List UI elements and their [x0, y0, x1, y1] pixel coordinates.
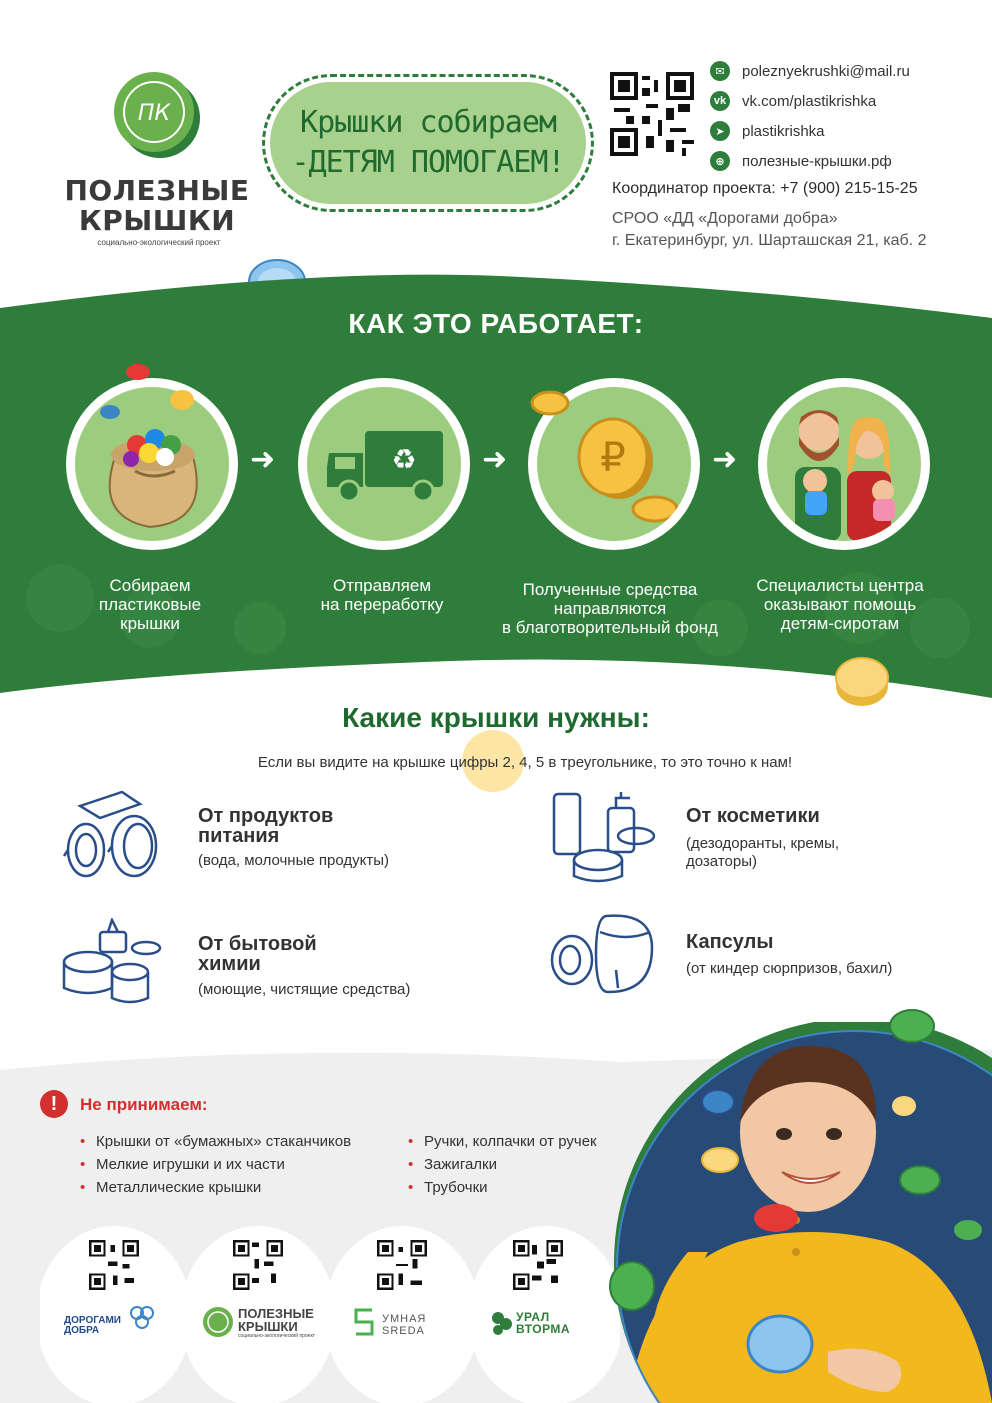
contact-email-text: poleznyekrushki@mail.ru — [742, 62, 910, 80]
category-food-desc: (вода, молочные продукты) — [198, 852, 389, 869]
partner-2-sub: социально-экологический проект — [238, 1333, 315, 1339]
cosmetics-caps-icon — [546, 788, 658, 886]
step-recycle-label: Отправляем на переработку — [320, 576, 444, 614]
warning-icon: ! — [40, 1090, 68, 1118]
category-capsules-title: Капсулы — [686, 931, 774, 953]
coordinator-phone: Координатор проекта: +7 (900) 215-15-25 — [612, 180, 918, 197]
recycling-truck-icon — [307, 387, 461, 541]
leaf-logo-icon — [490, 1310, 514, 1336]
contact-website[interactable] — [710, 146, 910, 176]
slogan-line1: Крышки собираем — [300, 105, 556, 140]
step-help — [758, 378, 930, 550]
coin-symbol: ₽ — [600, 435, 626, 481]
not-accepted-item: • Крышки от «бумажных» стаканчиков — [80, 1130, 351, 1153]
partner-2-line1: ПОЛЕЗНЫЕ — [238, 1306, 314, 1321]
web-icon: ⊕ — [710, 151, 730, 171]
partner-qr-code-2[interactable] — [233, 1240, 283, 1290]
household-caps-icon — [60, 918, 164, 1018]
partner-1-line1: ДОРОГАМИ — [64, 1315, 121, 1326]
svg-text:♻: ♻ — [391, 443, 417, 476]
step-help-label: Специалисты центра оказывают помощь детям-сиротам — [756, 576, 924, 633]
not-accepted-item: • Ручки, колпачки от ручек — [408, 1130, 597, 1153]
not-accepted-title: Не принимаем: — [80, 1095, 208, 1114]
logo-title — [64, 176, 250, 236]
hearts-logo-icon — [128, 1304, 156, 1330]
which-caps-subtitle: Если вы видите на крышке цифры 2, 4, 5 в треугольнике, то это точно к нам! — [257, 754, 793, 771]
not-accepted-list-left — [80, 1130, 351, 1199]
capsules-icon — [546, 908, 658, 1000]
organization-name: СРОО «ДД «Дорогами добра» — [612, 210, 838, 227]
contact-email[interactable] — [710, 56, 910, 86]
contact-vk[interactable] — [710, 86, 910, 116]
not-accepted-item: • Мелкие игрушки и их части — [80, 1153, 351, 1176]
contact-telegram-text: plastikrishka — [742, 122, 825, 140]
partner-1-line2: ДОБРА — [64, 1325, 100, 1336]
partner-3-line1: УМНАЯ — [382, 1313, 427, 1325]
contact-vk-text: vk.com/plastikrishka — [742, 92, 877, 110]
category-cosmetics-title: От косметики — [686, 805, 820, 827]
category-food-title: От продуктов питания — [198, 805, 334, 847]
partner-4-line1: УРАЛ — [516, 1310, 550, 1324]
partner-logo-ural-vtorma — [516, 1311, 570, 1335]
slogan-badge — [262, 74, 594, 212]
arrow-right-icon: ➜ — [482, 443, 508, 476]
step-collect-label: Собираем пластиковые крышки — [98, 576, 202, 633]
partner-4-line2: ВТОРМА — [516, 1322, 571, 1336]
family-icon — [767, 387, 921, 541]
main-qr-code[interactable] — [610, 72, 694, 156]
partner-qr-code-4[interactable] — [513, 1240, 563, 1290]
step-funds-label: Полученные средства направляются в благотворительный фонд — [502, 580, 718, 637]
category-capsules-desc: (от киндер сюрпризов, бахил) — [686, 960, 893, 977]
food-caps-icon — [60, 786, 164, 886]
not-accepted-item: • Трубочки — [408, 1176, 597, 1199]
telegram-icon: ➤ — [710, 121, 730, 141]
category-household-title: От бытовой химии — [198, 933, 317, 975]
partner-logo-umnaya-sreda — [382, 1313, 426, 1337]
not-accepted-item: • Металлические крышки — [80, 1176, 351, 1199]
partner-logo-poleznye-kryshki — [238, 1307, 315, 1340]
logo-subtitle: социально-экологический проект — [97, 238, 221, 247]
organization-address: г. Екатеринбург, ул. Шарташская 21, каб. 2 — [612, 232, 927, 249]
coin-flying-icon — [528, 386, 572, 420]
step-recycle — [298, 378, 470, 550]
not-accepted-list-right — [408, 1130, 597, 1199]
not-accepted-item: • Зажигалки — [408, 1153, 597, 1176]
partner-logo-dorogami-dobra — [64, 1316, 121, 1336]
flying-caps-icon — [96, 360, 196, 420]
mail-icon: ✉ — [710, 61, 730, 81]
category-cosmetics-desc: (дезодоранты, кремы, дозаторы) — [686, 835, 840, 870]
polezny-logo-coin-icon — [202, 1306, 234, 1338]
s-logo-icon — [352, 1306, 376, 1338]
arrow-right-icon: ➜ — [712, 443, 738, 476]
vk-icon: vk — [710, 91, 730, 111]
contacts-list — [710, 56, 910, 176]
arrow-right-icon: ➜ — [250, 443, 276, 476]
project-logo — [64, 64, 254, 254]
logo-mark: ПК — [137, 101, 171, 126]
contact-website-text: полезные-крышки.рф — [742, 152, 892, 170]
logo-title-line1: ПОЛЕЗНЫЕ — [64, 174, 250, 207]
which-caps-title: Какие крышки нужны: — [342, 702, 650, 733]
contact-telegram[interactable] — [710, 116, 910, 146]
partner-3-line2: SREDA — [382, 1325, 425, 1337]
logo-title-line2: КРЫШКИ — [78, 204, 236, 237]
slogan-line2: -ДЕТЯМ ПОМОГАЕМ! — [291, 145, 565, 180]
partner-2-line2: КРЫШКИ — [238, 1319, 298, 1334]
how-it-works-title: КАК ЭТО РАБОТАЕТ: — [348, 308, 644, 339]
category-household-desc: (моющие, чистящие средства) — [198, 981, 411, 998]
floating-caps-decoration — [608, 1002, 992, 1403]
partner-qr-code-3[interactable] — [377, 1240, 427, 1290]
logo-coin-icon — [110, 68, 202, 160]
partner-qr-code-1[interactable] — [89, 1240, 139, 1290]
